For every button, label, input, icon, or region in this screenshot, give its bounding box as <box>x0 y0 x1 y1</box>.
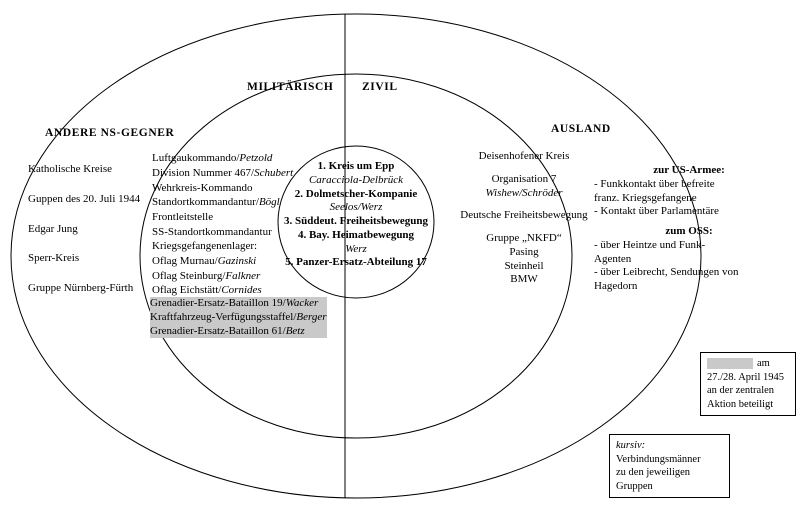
core-group-label: 3. Süddeut. Freiheitsbewegung <box>283 215 429 227</box>
core-group-contact: Caracciola-Delbrück <box>308 173 404 186</box>
list-item: Deutsche Freiheitsbewegung <box>460 209 588 222</box>
foreign-block-line: - über Heintze und Funk- <box>594 238 706 251</box>
list-item: SS-Standortkommandantur <box>152 225 272 238</box>
foreign-block-header: zum OSS: <box>665 225 713 237</box>
list-item: Kraftfahrzeug-Verfügungsstaffel/Berger <box>150 310 327 323</box>
pow-camps-header: Kriegsgefangenenlager: <box>152 240 258 252</box>
legend-line: Aktion beteiligt <box>707 398 774 410</box>
grey-swatch <box>707 358 753 369</box>
legend-keyword: kursiv: <box>616 440 646 451</box>
header-ausland: AUSLAND <box>551 123 611 135</box>
foreign-contacts-us <box>594 164 784 219</box>
core-groups-list <box>281 160 431 270</box>
legend-line: 27./28. April 1945 <box>707 371 785 383</box>
list-item: BMW <box>510 273 538 286</box>
list-item: Oflag Steinburg/Falkner <box>152 269 261 282</box>
legend-line: Gruppen <box>616 480 653 492</box>
list-item-contact: Wishew/Schröder <box>485 186 563 199</box>
list-item: Edgar Jung <box>28 222 78 235</box>
header-andere-ns-gegner: ANDERE NS-GEGNER <box>45 127 175 139</box>
legend-line: an der zentralen <box>707 385 775 397</box>
list-item: Division Nummer 467/Schubert <box>152 166 294 179</box>
legend-swatch-row: am <box>707 357 789 371</box>
core-group-contact: Werz <box>345 242 367 255</box>
legend-italic-box <box>609 434 730 498</box>
header-zivil: ZIVIL <box>362 81 398 93</box>
foreign-block-line: - über Leibrecht, Sendungen von <box>594 266 739 279</box>
list-item: Katholische Kreise <box>28 163 112 175</box>
foreign-contacts-oss <box>594 225 784 294</box>
list-item: Guppen des 20. Juli 1944 <box>28 192 141 205</box>
list-item: Pasing <box>509 245 539 258</box>
legend-line: zu den jeweiligen <box>616 467 691 479</box>
list-item: Standortkommandantur/Bögl <box>152 196 280 209</box>
foreign-block-line: - Funkkontakt über befreite <box>594 177 715 190</box>
foreign-block-header: zur US-Armee: <box>653 164 725 176</box>
core-group-label: 5. Panzer-Ersatz-Abteilung 17 <box>285 256 427 269</box>
list-item: Sperr-Kreis <box>28 252 80 265</box>
list-item: Luftgaukommando/Petzold <box>152 152 273 164</box>
core-group-label: 4. Bay. Heimatbewegung <box>297 228 415 241</box>
list-item: Organisation 7 <box>491 172 557 185</box>
list-item: Oflag Eichstätt/Cornides <box>152 284 262 297</box>
list-item: Steinheil <box>504 259 544 272</box>
list-item: Grenadier-Ersatz-Bataillon 19/Wacker <box>150 297 327 311</box>
list-item: Frontleitstelle <box>152 211 214 223</box>
list-item: Gruppe „NKFD“ <box>486 232 562 244</box>
header-militaerisch: MILITÄRISCH <box>247 81 334 93</box>
list-item: Oflag Murnau/Gazinski <box>152 254 257 267</box>
foreign-block-line: franz. Kriegsgefangene <box>594 191 697 204</box>
civil-groups-list <box>440 150 608 287</box>
list-item: Gruppe Nürnberg-Fürth <box>28 282 134 294</box>
core-group-contact: Seelos/Werz <box>329 201 383 214</box>
foreign-block-line: Hagedorn <box>594 280 638 292</box>
foreign-block-line: Agenten <box>594 252 632 265</box>
list-item: Wehrkreis-Kommando <box>152 181 253 194</box>
highlighted-units-list <box>150 297 327 338</box>
foreign-block-line: - Kontakt über Parlamentäre <box>594 205 719 218</box>
core-group-label: 2. Dolmetscher-Kompanie <box>294 187 418 200</box>
legend-line: Verbindungsmänner <box>616 453 701 465</box>
legend-highlight-box <box>700 352 796 416</box>
list-item: Deisenhofener Kreis <box>478 150 570 162</box>
list-item: Grenadier-Ersatz-Bataillon 61/Betz <box>150 325 327 339</box>
core-group-label: 1. Kreis um Epp <box>317 160 395 172</box>
